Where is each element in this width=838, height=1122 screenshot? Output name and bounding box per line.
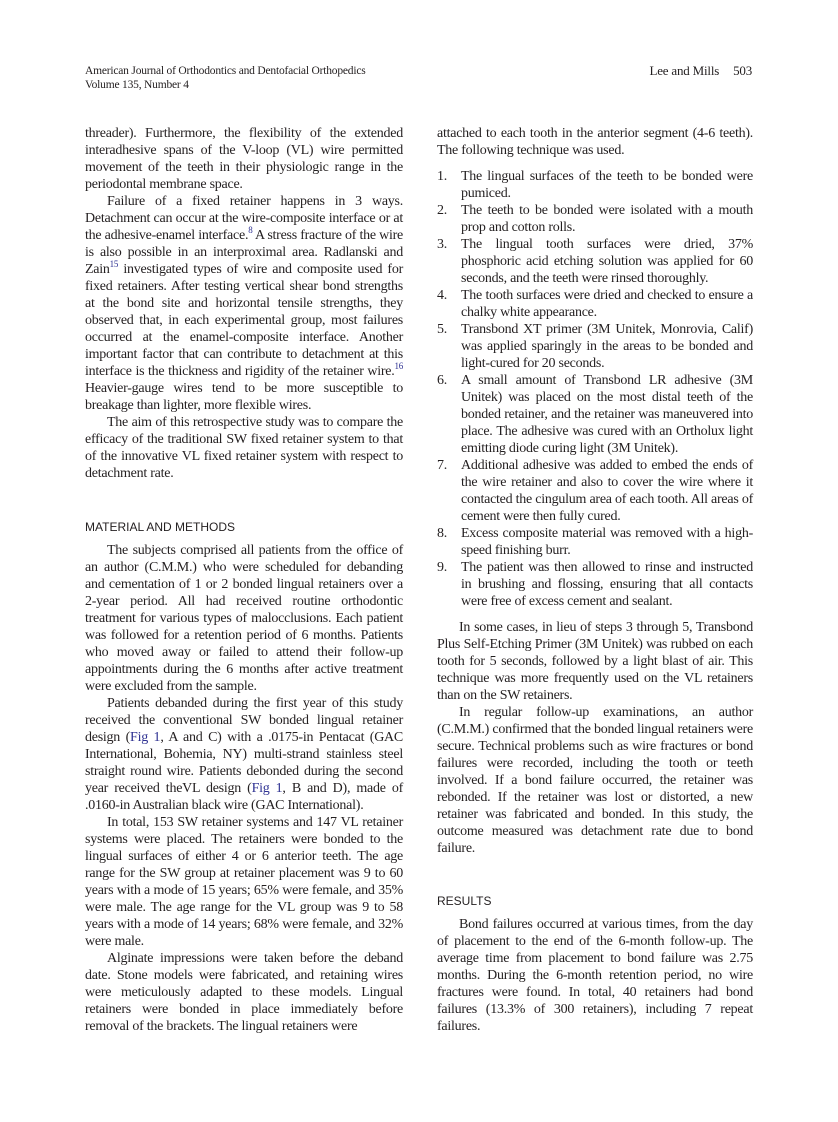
left-column	[85, 125, 403, 1035]
text-run: Alginate impressions were taken before the deband date. Stone models were fabricated, and retaining wires were meticulously adapted to these models. Lingual retainers were bonded in place immediately before removal of the brackets. The lingual retainers were	[85, 951, 403, 1034]
journal-volume: Volume 135, Number 4	[85, 79, 189, 91]
text-run: , A and C) with a .0175-in Pentacat (GAC International, Bohemia, NY) multi-strand stainless steel straight round wire. Patients debonded during the second year received theVL design (	[85, 730, 404, 796]
text-run: threader). Furthermore, the flexibility of the extended interadhesive spans of the V-loop (VL) wire permitted movement of the teeth in their physiologic range in the periodontal membrane space.	[85, 126, 403, 192]
text-run: The subjects comprised all patients from the office of an author (C.M.M.) who were scheduled for debanding and cementation of 1 or 2 bonded lingual retainers over a 2-year period. All had received routine orthodontic treatment for various types of malocclusions. Each patient was followed for a retention period of 6 months. Patients who moved away or failed to attend their follow-up appointments during the 6 months after active treatment were excluded from the sample.	[85, 543, 403, 694]
step-text: The patient was then allowed to rinse and instructed in brushing and flossing, ensuring that all contacts were free of excess cement and sealant.	[461, 560, 753, 609]
step-text: The lingual surfaces of the teeth to be bonded were pumiced.	[461, 169, 753, 201]
step-number: 3.	[437, 237, 447, 252]
figure-reference-link[interactable]: Fig 1	[130, 730, 161, 745]
results-paragraphs	[437, 916, 753, 1035]
text-run: Bond failures occurred at various times, from the day of placement to the end of the 6-month follow-up. The average time from placement to bond failure was 2.75 months. During the 6-month retention period, no wire fractures were found. In total, 40 retainers had bond failures (13.3% of 300 retainers), including 7 repeat failures.	[437, 917, 753, 1034]
step-number: 1.	[437, 169, 447, 184]
step-number: 7.	[437, 458, 447, 473]
step-number: 9.	[437, 560, 447, 575]
text-run: Heavier-gauge wires tend to be more susceptible to breakage than lighter, more flexible wires.	[85, 381, 403, 413]
technique-step	[437, 168, 753, 202]
body-paragraph	[85, 414, 403, 482]
section-heading-results: RESULTS	[437, 894, 492, 908]
step-text: Transbond XT primer (3M Unitek, Monrovia, Calif) was applied sparingly in the areas to be bonded and light-cured for 20 seconds.	[461, 322, 753, 371]
text-run: The aim of this retrospective study was to compare the efficacy of the traditional SW fixed retainer system to that of the innovative VL fixed retainer system with respect to detachment rate.	[85, 415, 403, 481]
technique-step	[437, 236, 753, 287]
body-paragraph	[437, 704, 753, 857]
reference-citation-link[interactable]: 15	[109, 259, 119, 269]
step-number: 4.	[437, 288, 447, 303]
body-paragraph	[85, 950, 403, 1035]
step-text: The teeth to be bonded were isolated with a mouth prop and cotton rolls.	[461, 203, 753, 235]
technique-step	[437, 559, 753, 610]
body-paragraph	[85, 193, 403, 414]
step-number: 8.	[437, 526, 447, 541]
step-text: A small amount of Transbond LR adhesive (3M Unitek) was placed on the most distal teeth of the bonded retainer, and the retainer was maneuvered into place. The adhesive was cured with an Ortholux light emitting diode curing light (3M Unitek).	[461, 373, 753, 456]
reference-citation-link[interactable]: 16	[394, 361, 403, 371]
text-run: Patients debanded during the first year of this study received the conventional SW bonded lingual retainer design (	[85, 696, 403, 745]
body-paragraph	[85, 542, 403, 695]
figure-reference-link[interactable]: Fig 1	[251, 781, 283, 796]
text-run: Failure of a fixed retainer happens in 3 ways. Detachment can occur at the wire-composite interface or at the adhesive-enamel interface.	[85, 194, 403, 243]
text-run: A stress fracture of the wire is also possible in an interproximal area. Radlanski and Zain	[85, 228, 403, 277]
journal-title: American Journal of Orthodontics and Dentofacial Orthopedics	[85, 65, 366, 77]
step-number: 2.	[437, 203, 447, 218]
text-run: In total, 153 SW retainer systems and 147 VL retainer systems were placed. The retainers were bonded to the lingual surfaces of either 4 or 6 anterior teeth. The age range for the SW group at retainer placement was 9 to 60 years with a mode of 15 years; 65% were female, and 35% were male. The age range for the VL group was 9 to 58 years with a mode of 14 years; 68% were female, and 32% were male.	[85, 815, 403, 949]
technique-step	[437, 372, 753, 457]
step-number: 5.	[437, 322, 447, 337]
technique-step	[437, 457, 753, 525]
technique-step	[437, 525, 753, 559]
reference-citation-link[interactable]: 8	[248, 225, 253, 235]
intro-paragraphs	[85, 125, 403, 482]
step-text: Additional adhesive was added to embed the ends of the wire retainer and also to cover the wire where it contacted the cingulum area of each tooth. All areas of cement were then fully cured.	[461, 458, 753, 524]
step-text: The tooth surfaces were dried and checked to ensure a chalky white appearance.	[461, 288, 753, 320]
section-heading-methods: MATERIAL AND METHODS	[85, 520, 236, 534]
technique-steps-list	[437, 168, 753, 610]
technique-intro: attached to each tooth in the anterior segment (4-6 teeth). The following technique was used.	[437, 126, 753, 158]
step-text: The lingual tooth surfaces were dried, 37% phosphoric acid etching solution was applied for 60 seconds, and the teeth were rinsed thoroughly.	[461, 237, 753, 286]
step-number: 6.	[437, 373, 447, 388]
text-run: In some cases, in lieu of steps 3 through 5, Transbond Plus Self-Etching Primer (3M Unitek) was rubbed on each tooth for 5 seconds, followed by a light blast of air. This technique was more frequently used on the VL retainers than on the SW retainers.	[437, 620, 753, 703]
running-header-right	[649, 64, 752, 78]
body-paragraph	[85, 814, 403, 950]
right-column	[437, 125, 753, 1035]
step-text: Excess composite material was removed with a high-speed finishing burr.	[461, 526, 753, 558]
text-run: investigated types of wire and composite used for fixed retainers. After testing vertical shear bond strengths at the bond site and horizontal tensile strengths, they observed that, in each experimental group, most failures occurred at the enamel-composite interface. Another important factor that can contribute to detachment at this interface is the thickness and rigidity of the retainer wire.	[85, 262, 403, 379]
page-number: 503	[733, 63, 752, 78]
body-paragraph	[85, 695, 403, 814]
text-run: In regular follow-up examinations, an author (C.M.M.) confirmed that the bonded lingual retainers were secure. Technical problems such as wire fractures or bond failures were recorded, including the tooth or teeth involved. If a bond failure occurred, the retainer was rebonded. If the retainer was lost or distorted, a new retainer was fabricated and bonded. In this study, the outcome measured was detachment rate due to bond failure.	[437, 705, 753, 856]
technique-step	[437, 321, 753, 372]
methods-paragraphs-cont	[437, 619, 753, 857]
technique-step	[437, 287, 753, 321]
technique-step	[437, 202, 753, 236]
body-paragraph	[437, 916, 753, 1035]
running-header	[85, 64, 366, 92]
text-run: , B and D), made of .0160-in Australian black wire (GAC International).	[85, 781, 403, 813]
author-names: Lee and Mills	[649, 63, 720, 78]
methods-paragraphs	[85, 542, 403, 1035]
body-paragraph	[437, 619, 753, 704]
body-paragraph	[85, 125, 403, 193]
